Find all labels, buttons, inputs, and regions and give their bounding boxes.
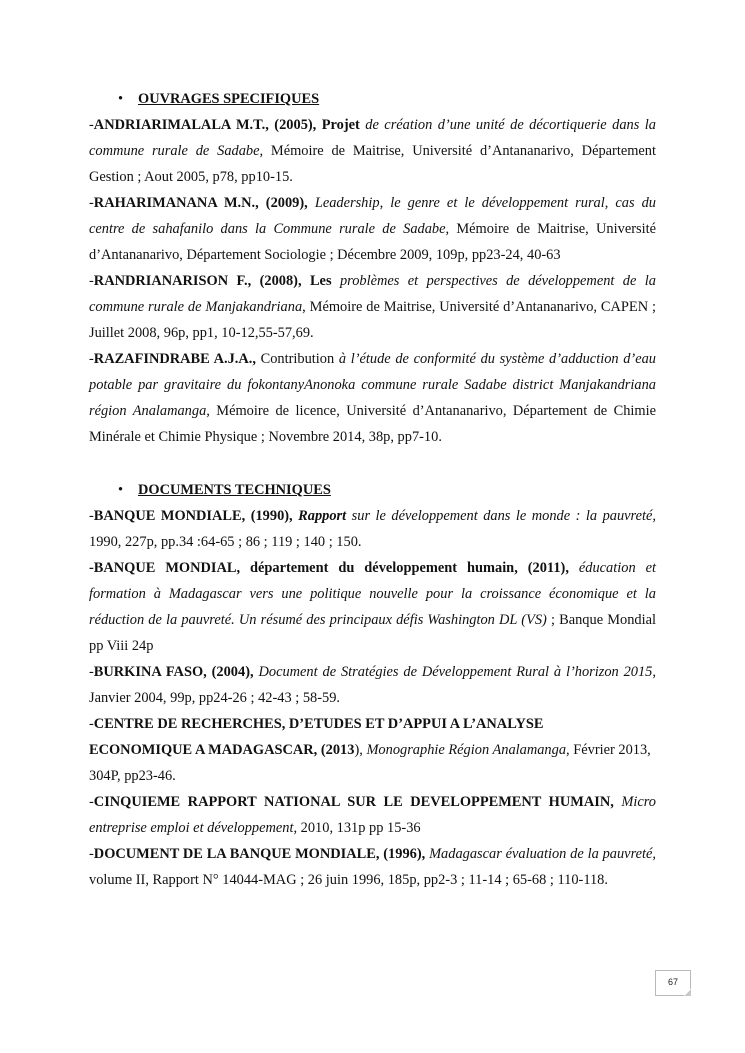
reference-entry: -RAHARIMANANA M.N., (2009), Leadership, le genre et le développement rural, cas du centre de sahafanilo dans la Commune rurale de Sadabe, Mémoire de Maitrise, Université d’Antananarivo, Département Sociologie ; Décembre 2009, 109p, pp23-24, 40-63 (89, 195, 657, 263)
bullet-icon: • (118, 91, 124, 107)
section-heading-documents: • DOCUMENTS TECHNIQUES (89, 477, 656, 503)
reference-entry: -BANQUE MONDIAL, département du développement humain, (2011), éducation et formation à Madagascar vers une politique nouvelle pour la croissance économique et la réduction de la pauvreté. Un résumé des principaux défis Washington DL (VS) ; Banque Mondial pp Viii 24p (89, 560, 656, 654)
reference-entry: -BURKINA FASO, (2004), Document de Stratégies de Développement Rural à l’horizon 2015, Janvier 2004, 99p, pp24-26 ; 42-43 ; 58-59. (89, 664, 656, 706)
bullet-icon: • (118, 482, 124, 498)
reference-entry: -CENTRE DE RECHERCHES, D’ETUDES ET D’APPUI A L’ANALYSE ECONOMIQUE A MADAGASCAR, (2013), Monographie Région Analamanga, Février 2013, 304P, pp23-46. (89, 716, 651, 784)
reference-entry: -CINQUIEME RAPPORT NATIONAL SUR LE DEVELOPPEMENT HUMAIN, Micro entreprise emploi et développement, 2010, 131p pp 15-36 (89, 794, 656, 836)
reference-entry: -DOCUMENT DE LA BANQUE MONDIALE, (1996), Madagascar évaluation de la pauvreté, volume II, Rapport N° 14044-MAG ; 26 juin 1996, 185p, pp2-3 ; 11-14 ; 65-68 ; 110-118. (89, 846, 657, 888)
reference-entry: -BANQUE MONDIALE, (1990), Rapport sur le développement dans le monde : la pauvreté, 1990, 227p, pp.34 :64-65 ; 86 ; 119 ; 140 ; 150. (89, 508, 656, 550)
reference-entry: -RAZAFINDRABE A.J.A., Contribution à l’étude de conformité du système d’adduction d’eau potable par gravitaire du fokontanyAnonoka commune rurale Sadabe district Manjakandriana région Analamanga, Mémoire de licence, Université d’Antananarivo, Département de Chimie Minérale et Chimie Physique ; Novembre 2014, 38p, pp7-10. (89, 351, 657, 445)
page-number: 67 (655, 970, 691, 996)
reference-entry: -RANDRIANARISON F., (2008), Les problèmes et perspectives de développement de la commune rurale de Manjakandriana, Mémoire de Maitrise, Université d’Antananarivo, CAPEN ; Juillet 2008, 96p, pp1, 10-12,55-57,69. (89, 273, 656, 341)
document-page (89, 86, 656, 893)
reference-entry: -ANDRIARIMALALA M.T., (2005), Projet de création d’une unité de décortiquerie dans la commune rurale de Sadabe, Mémoire de Maitrise, Université d’Antananarivo, Département Gestion ; Aout 2005, p78, pp10-15. (89, 117, 656, 185)
section-heading-ouvrages: • OUVRAGES SPECIFIQUES (89, 86, 656, 112)
